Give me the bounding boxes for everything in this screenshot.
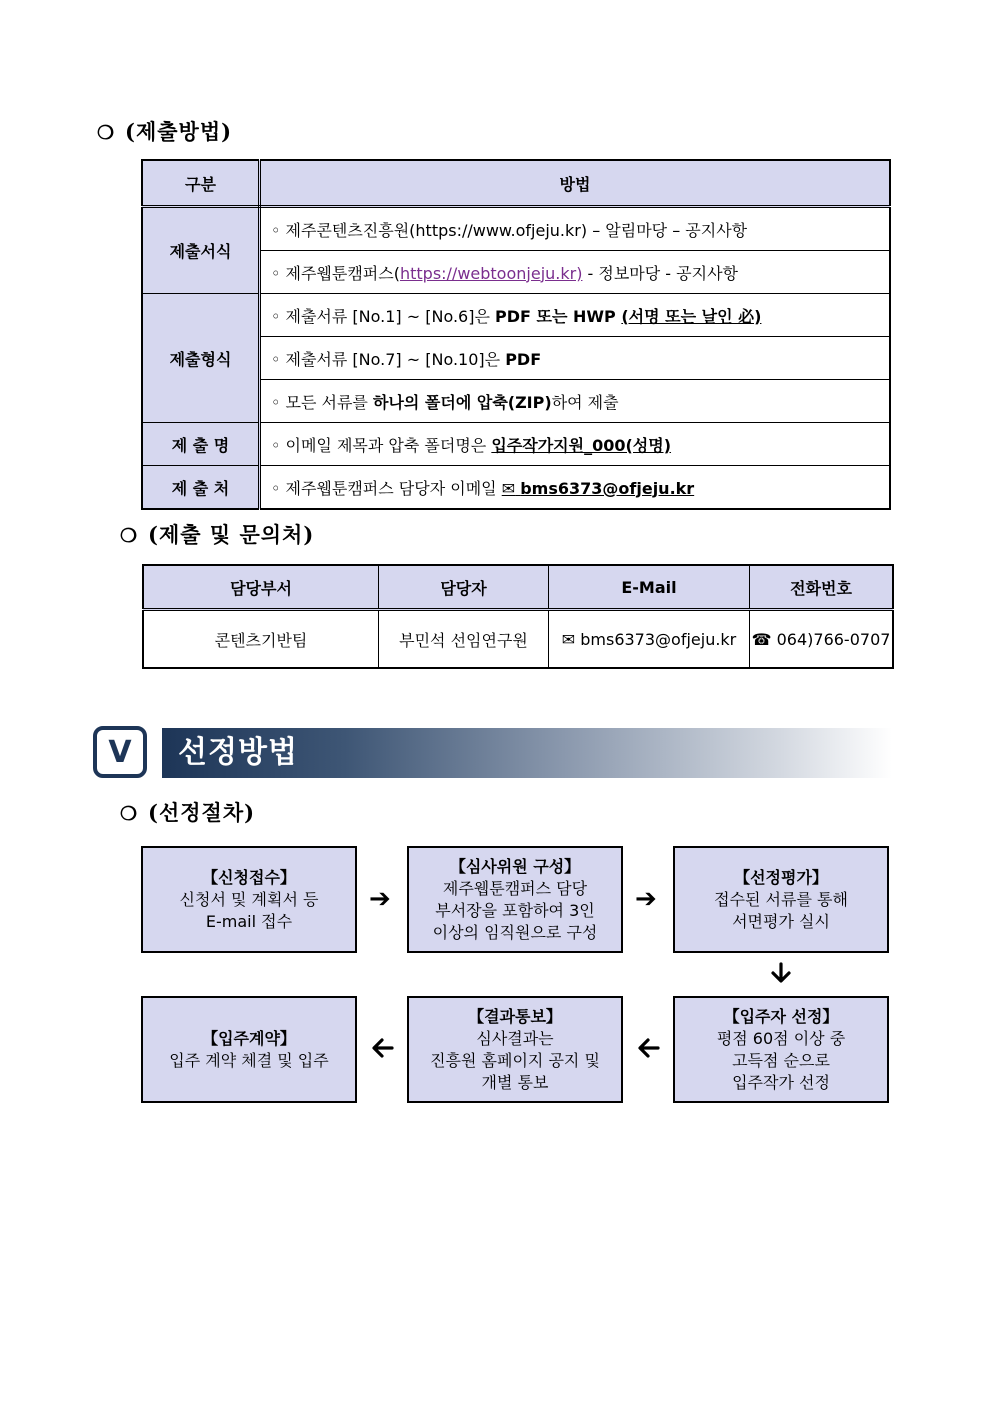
format-row-2-prefix: ◦ 제주웹툰캠퍼스(: [271, 263, 400, 283]
contact-table: [142, 564, 894, 669]
selection-procedure-heading: [120, 797, 255, 827]
form-row-1-note: (서명 또는 날인 必): [621, 306, 762, 326]
format-row-2-suffix: - 정보마당 - 공지사항: [582, 263, 738, 283]
header-department: 담당부서: [143, 565, 379, 610]
step-line: 입주작가 선정: [732, 1072, 830, 1092]
step-line: 이상의 임직원으로 구성: [432, 922, 598, 942]
submit-method-heading: [97, 116, 232, 146]
name-row: [260, 423, 891, 466]
header-phone: 전화번호: [750, 565, 894, 610]
contact-phone: 064)766-0707: [776, 629, 891, 649]
form-row-1-prefix: ◦ 제출서류 [No.1] ~ [No.6]은: [271, 306, 496, 326]
contact-heading: [120, 519, 314, 549]
destination-prefix: ◦ 제주웹툰캠퍼스 담당자 이메일: [271, 478, 502, 498]
step-application: [141, 846, 357, 953]
name-value: 입주작가지원_000(성명): [491, 435, 672, 455]
selection-procedure-title: (선정절차): [148, 800, 256, 825]
submit-method-title: (제출방법): [125, 119, 233, 144]
form-row-1-bold: PDF 또는 HWP: [495, 306, 622, 326]
form-row-3: [260, 380, 891, 423]
phone-icon: ☎: [751, 629, 772, 649]
header-person: 담당자: [379, 565, 549, 610]
step-title: 【입주자 선정】: [723, 1006, 839, 1026]
step-committee: [407, 846, 623, 953]
step-line: 입주 계약 체결 및 입주: [169, 1050, 329, 1070]
header-method: 방법: [260, 160, 891, 207]
step-line: 부서장을 포함하여 3인: [435, 900, 595, 920]
step-line: 심사결과는: [476, 1028, 554, 1048]
arrow-left-icon: [371, 1037, 395, 1059]
step-line: 고득점 순으로: [732, 1050, 830, 1070]
destination-label: 제 출 처: [142, 466, 260, 510]
arrow-right-icon: ➔: [369, 884, 391, 914]
circle-bullet-icon: ❍: [120, 803, 139, 825]
submit-method-table: [141, 159, 891, 510]
format-row-1: ◦ 제주콘텐츠진흥원(https://www.ofjeju.kr) – 알림마당 – 공지사항: [260, 207, 891, 251]
step-evaluation: [673, 846, 889, 953]
contact-title: (제출 및 문의처): [148, 522, 315, 547]
format-label: 제출서식: [142, 207, 260, 294]
webtoon-link[interactable]: https://webtoonjeju.kr): [399, 263, 583, 283]
destination-email[interactable]: bms6373@ofjeju.kr: [520, 478, 695, 498]
form-row-3-prefix: ◦ 모든 서류를: [271, 392, 373, 412]
arrow-down-icon: [770, 962, 792, 984]
arrow-left-icon: [637, 1037, 661, 1059]
section-number-badge: V: [93, 726, 147, 778]
contact-email-cell: [549, 610, 750, 669]
header-category: 구분: [142, 160, 260, 207]
step-line: 접수된 서류를 통해: [714, 889, 848, 909]
contact-phone-cell: [750, 610, 894, 669]
step-line: 신청서 및 계획서 등: [179, 889, 319, 909]
format-row-2: [260, 251, 891, 294]
form-row-3-suffix: 하여 제출: [551, 392, 619, 412]
step-title: 【선정평가】: [734, 867, 828, 887]
arrow-right-icon: ➔: [635, 884, 657, 914]
form-row-2-bold: PDF: [505, 349, 542, 369]
step-title: 【결과통보】: [468, 1006, 562, 1026]
form-row-1: [260, 294, 891, 337]
form-row-2-prefix: ◦ 제출서류 [No.7] ~ [No.10]은: [271, 349, 506, 369]
step-line: 평점 60점 이상 중: [716, 1028, 846, 1048]
destination-row: [260, 466, 891, 510]
step-notification: [407, 996, 623, 1103]
step-line: 제주웹툰캠퍼스 담당: [442, 878, 588, 898]
name-label: 제 출 명: [142, 423, 260, 466]
circle-bullet-icon: ❍: [97, 122, 116, 144]
contact-email[interactable]: bms6373@ofjeju.kr: [580, 629, 737, 649]
step-title: 【입주계약】: [202, 1028, 296, 1048]
form-row-2: [260, 337, 891, 380]
step-line: 서면평가 실시: [732, 911, 830, 931]
step-title: 【심사위원 구성】: [449, 856, 581, 876]
mail-icon: ✉: [561, 629, 576, 649]
form-label: 제출형식: [142, 294, 260, 423]
header-email: E-Mail: [549, 565, 750, 610]
section-title: 선정방법: [178, 735, 298, 770]
contact-person: 부민석 선임연구원: [379, 610, 549, 669]
contact-department: 콘텐츠기반팀: [143, 610, 379, 669]
name-prefix: ◦ 이메일 제목과 압축 폴더명은: [271, 435, 492, 455]
step-title: 【신청접수】: [202, 867, 296, 887]
mail-icon: ✉: [501, 478, 516, 498]
form-row-3-bold: 하나의 폴더에 압축(ZIP): [372, 392, 552, 412]
step-line: 진흥원 홈페이지 공지 및: [430, 1050, 600, 1070]
circle-bullet-icon: ❍: [120, 525, 139, 547]
step-line: E-mail 접수: [205, 911, 293, 931]
step-contract: [141, 996, 357, 1103]
step-line: 개별 통보: [481, 1072, 549, 1092]
step-selection: [673, 996, 889, 1103]
